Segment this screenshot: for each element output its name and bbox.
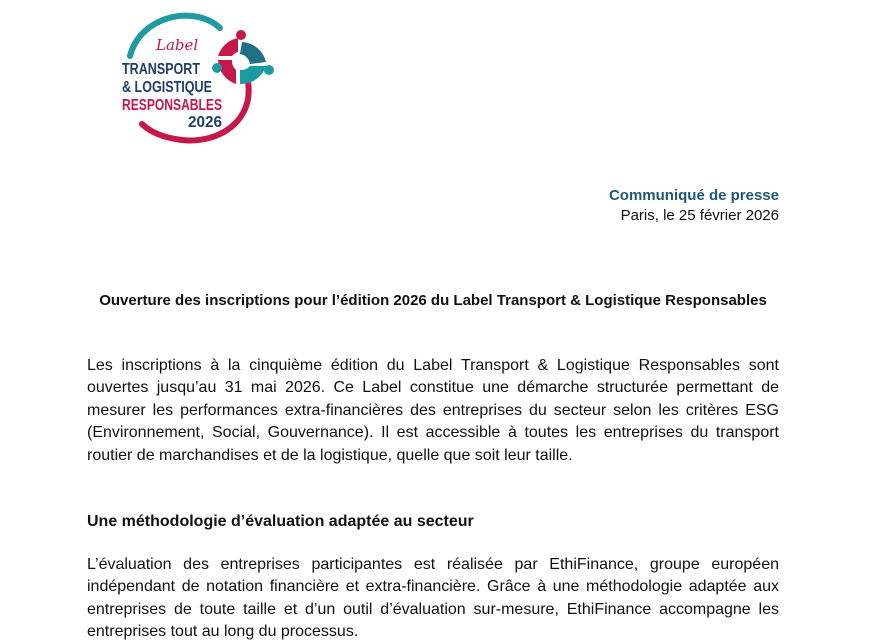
press-header xyxy=(609,186,779,226)
methodology-paragraph: L’évaluation des entreprises participantes est réalisée par EthiFinance, groupe européen indépendant de notation financière et extra-financière. Grâce à une méthodologie adaptée aux entreprises de toute taille et d’un outil d’évaluation sur-mesure, EthiFinance accompagne les entreprises tout au long du processus. xyxy=(87,556,779,641)
press-release-date: Paris, le 25 février 2026 xyxy=(620,207,779,224)
section-heading: Une méthodologie d’évaluation adaptée au secteur xyxy=(87,513,474,530)
logo-label-word: Label xyxy=(156,36,199,54)
document-title: Ouverture des inscriptions pour l’édition 2026 du Label Transport & Logistique Responsables xyxy=(99,292,767,309)
logo-year: 2026 xyxy=(188,114,223,131)
logo-line-1: TRANSPORT xyxy=(122,61,201,78)
logo-line-3: RESPONSABLES xyxy=(122,97,223,114)
label-logo xyxy=(116,8,276,148)
press-release-label: Communiqué de presse xyxy=(608,187,779,204)
people-emblem-icon xyxy=(212,30,274,84)
intro-paragraph: Les inscriptions à la cinquième édition du Label Transport & Logistique Responsables sont ouvertes jusqu’au 31 mai 2026. Ce Label constitue une démarche structurée permettant de mesurer les performances extra-financières des entreprises du secteur selon les critères ESG (Environnement, Social, Gouvernance). Il est accessible à toutes les entreprises du transport routier de marchandises et de la logistique, quelle que soit leur taille. xyxy=(87,357,779,464)
logo-line-2: & LOGISTIQUE xyxy=(122,79,213,96)
